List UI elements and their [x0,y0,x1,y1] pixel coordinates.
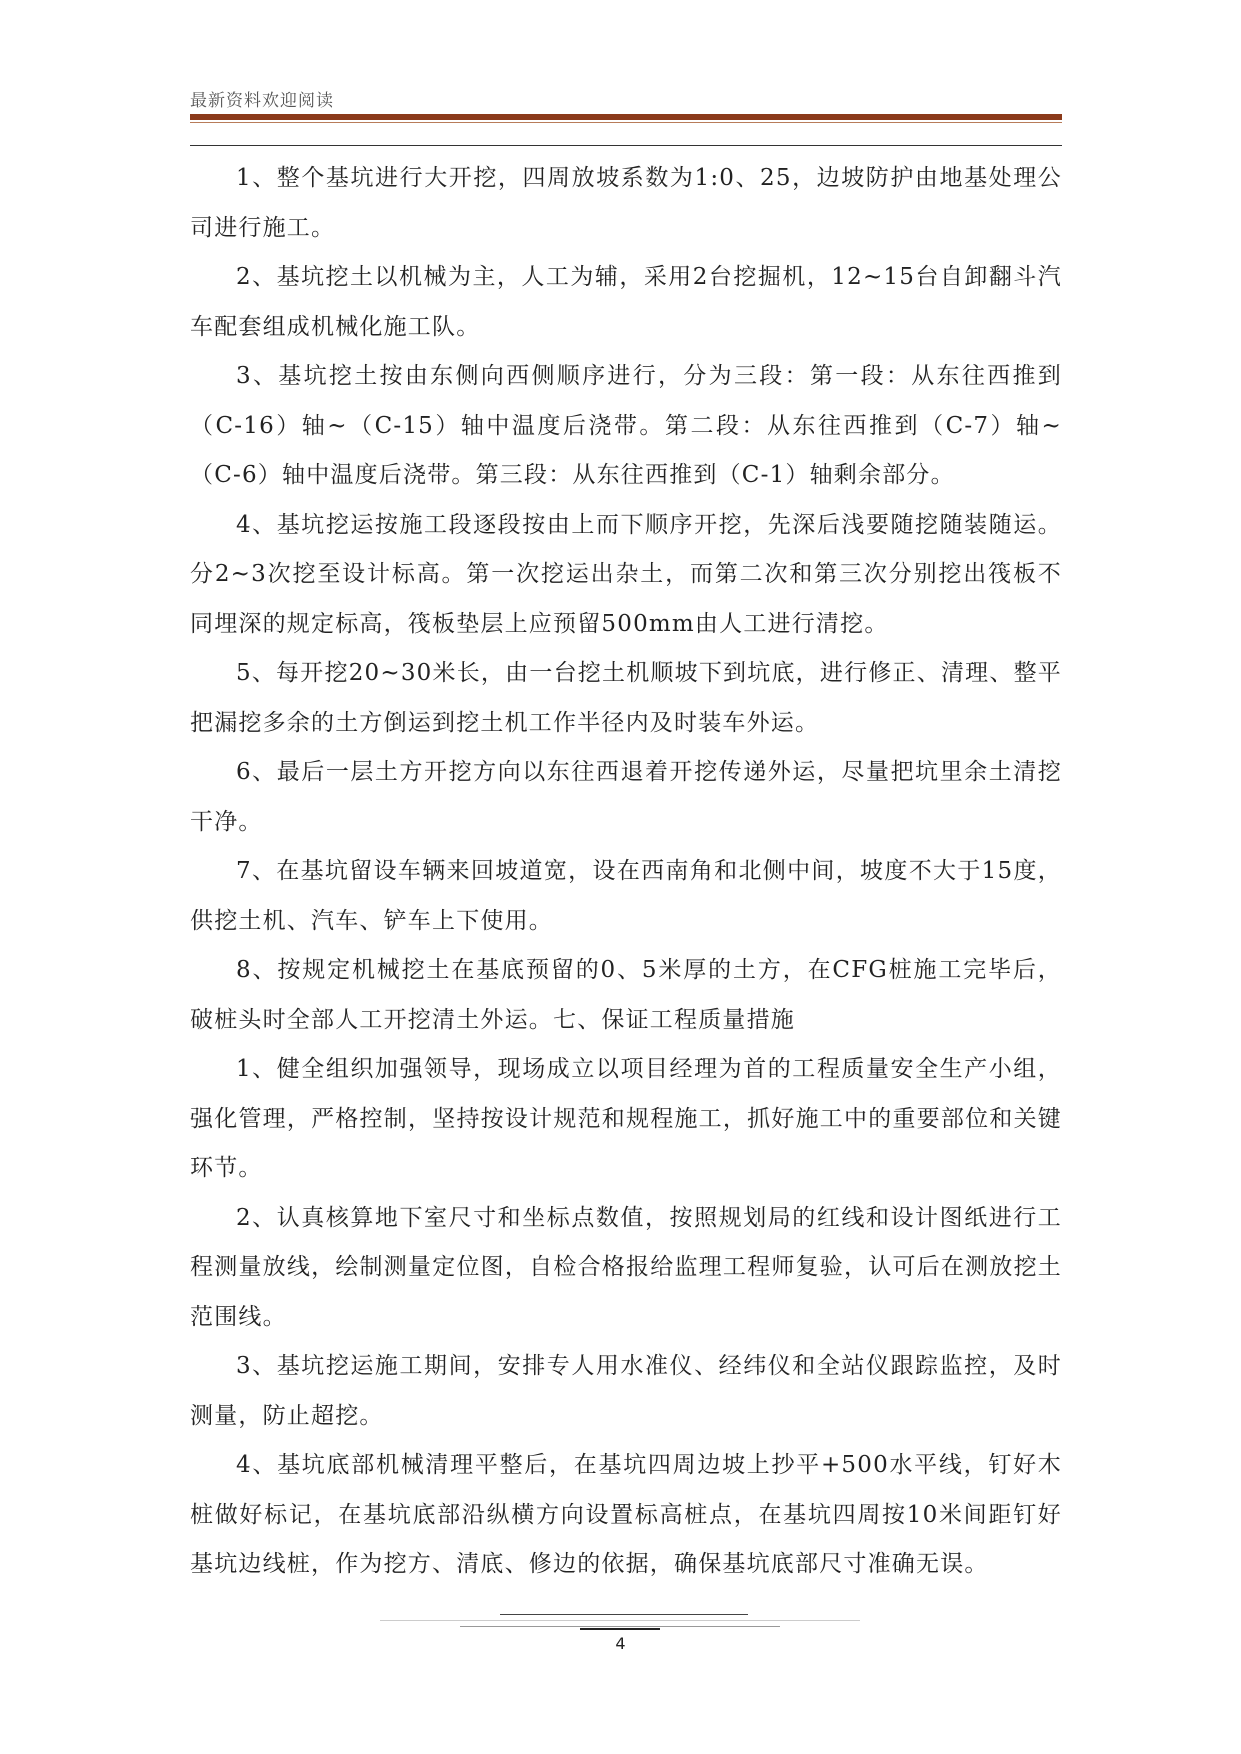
page-number: 4 [615,1634,626,1653]
paragraph-7: 7、在基坑留设车辆来回坡道宽，设在西南角和北侧中间，坡度不大于15度，供挖土机、汽车、铲车上下使用。 [190,858,1062,934]
footer-rule-mid [460,1626,780,1627]
paragraph-5: 5、每开挖20~30米长，由一台挖土机顺坡下到坑底，进行修正、清理、整平把漏挖多余的土方倒运到挖土机工作半径内及时装车外运。 [190,660,1062,736]
header-rule-thick [190,114,1062,120]
paragraph-1: 1、整个基坑进行大开挖，四周放坡系数为1:0、25，边坡防护由地基处理公司进行施工。 [190,165,1062,241]
paragraph-3: 3、基坑挖土按由东侧向西侧顺序进行，分为三段：第一段：从东往西推到（C-16）轴~（C-15）轴中温度后浇带。第二段：从东往西推到（C-7）轴~（C-6）轴中温度后浇带。第三段：从东往西推到（C-1）轴剩余部分。 [190,363,1062,488]
paragraph-6: 6、最后一层土方开挖方向以东往西退着开挖传递外运，尽量把坑里余土清挖干净。 [190,759,1062,835]
header-text: 最新资料欢迎阅读 [190,91,334,111]
paragraph-11: 3、基坑挖运施工期间，安排专人用水准仪、经纬仪和全站仪跟踪监控，及时测量，防止超挖。 [190,1353,1062,1429]
paragraph-10: 2、认真核算地下室尺寸和坐标点数值，按照规划局的红线和设计图纸进行工程测量放线，绘制测量定位图，自检合格报给监理工程师复验，认可后在测放挖土范围线。 [190,1204,1062,1330]
paragraph-12: 4、基坑底部机械清理平整后，在基坑四周边坡上抄平+500水平线，钉好木桩做好标记，在基坑底部沿纵横方向设置标高桩点，在基坑四周按10米间距钉好基坑边线桩，作为挖方、清底、修边的依据，确保基坑底部尺寸准确无误。 [190,1452,1062,1577]
paragraph-8: 8、按规定机械挖土在基底预留的0、5米厚的土方，在CFG桩施工完毕后，破桩头时全部人工开挖清土外运。七、保证工程质量措施 [190,957,1062,1033]
footer-rule-light [380,1620,860,1621]
footer-dash [580,1628,660,1630]
paragraph-9: 1、健全组织加强领导，现场成立以项目经理为首的工程质量安全生产小组，强化管理，严格控制，坚持按设计规范和规程施工，抓好施工中的重要部位和关键环节。 [190,1056,1062,1181]
paragraph-2: 2、基坑挖土以机械为主，人工为辅，采用2台挖掘机，12~15台自卸翻斗汽车配套组成机械化施工队。 [190,264,1062,340]
header-rule-black [190,145,1062,146]
header-rule-thin [190,122,1062,123]
footer-rule [500,1614,748,1615]
document-body [190,154,1062,1590]
paragraph-4: 4、基坑挖运按施工段逐段按由上而下顺序开挖，先深后浅要随挖随装随运。分2~3次挖至设计标高。第一次挖运出杂土，而第二次和第三次分别挖出筏板不同埋深的规定标高，筏板垫层上应预留500mm由人工进行清挖。 [190,511,1062,637]
